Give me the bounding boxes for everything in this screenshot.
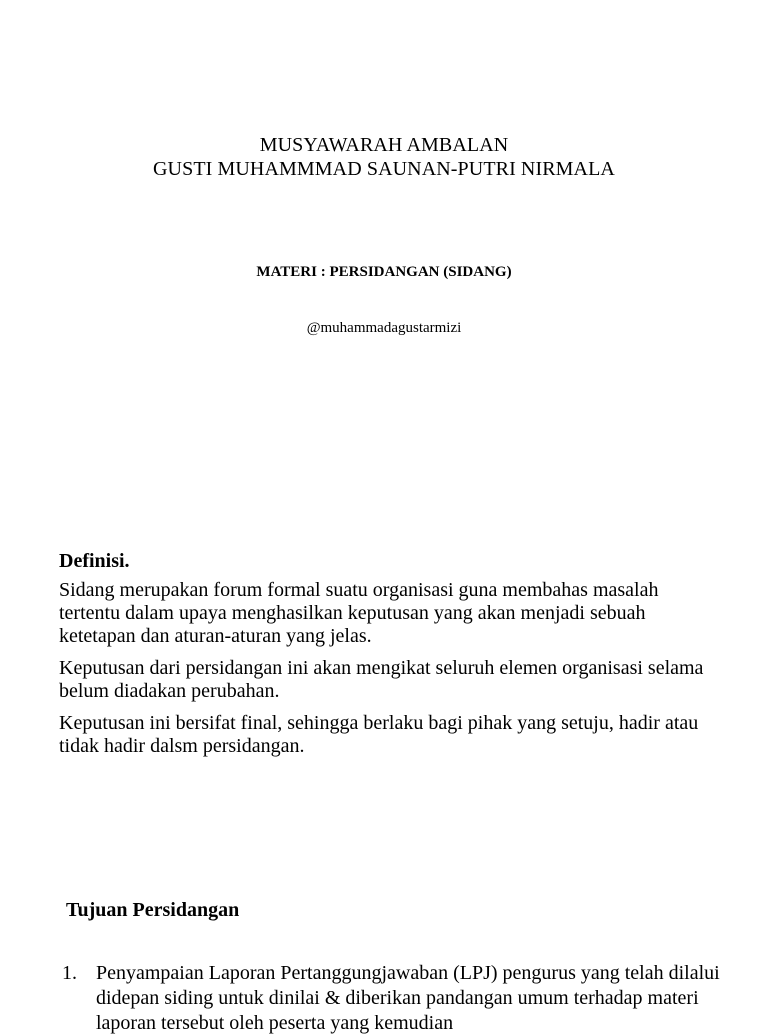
definisi-paragraph: Keputusan ini bersifat final, sehingga berlaku bagi pihak yang setuju, hadir atau tidak hadir dalsm persidangan. xyxy=(59,712,699,757)
definisi-paragraph: Keputusan dari persidangan ini akan mengikat seluruh elemen organisasi selama belum diadakan perubahan. xyxy=(59,657,704,702)
materi-subtitle: MATERI : PERSIDANGAN (SIDANG) xyxy=(256,264,512,280)
definisi-section xyxy=(59,549,709,767)
definisi-heading: Definisi. xyxy=(59,550,130,572)
document-title xyxy=(0,133,768,181)
title-line-2: GUSTI MUHAMMMAD SAUNAN-PUTRI NIRMALA xyxy=(153,158,615,180)
list-item xyxy=(62,961,722,1036)
tujuan-list xyxy=(62,961,722,1036)
list-item-text: Penyampaian Laporan Pertanggungjawaban (LPJ) pengurus yang telah dilalui didepan siding untuk dinilai & diberikan pandangan umum terhadap materi laporan tersebut oleh peserta yang kemudian xyxy=(96,962,720,1034)
title-line-1: MUSYAWARAH AMBALAN xyxy=(259,134,509,156)
list-item-number: 1. xyxy=(62,962,77,984)
tujuan-heading: Tujuan Persidangan xyxy=(66,899,240,921)
definisi-paragraph: Sidang merupakan forum formal suatu organisasi guna membahas masalah tertentu dalam upaya menghasilkan keputusan yang akan menjadi sebuah ketetapan dan aturan-aturan yang jelas. xyxy=(59,579,659,647)
author-handle: @muhammadagustarmizi xyxy=(306,320,462,336)
